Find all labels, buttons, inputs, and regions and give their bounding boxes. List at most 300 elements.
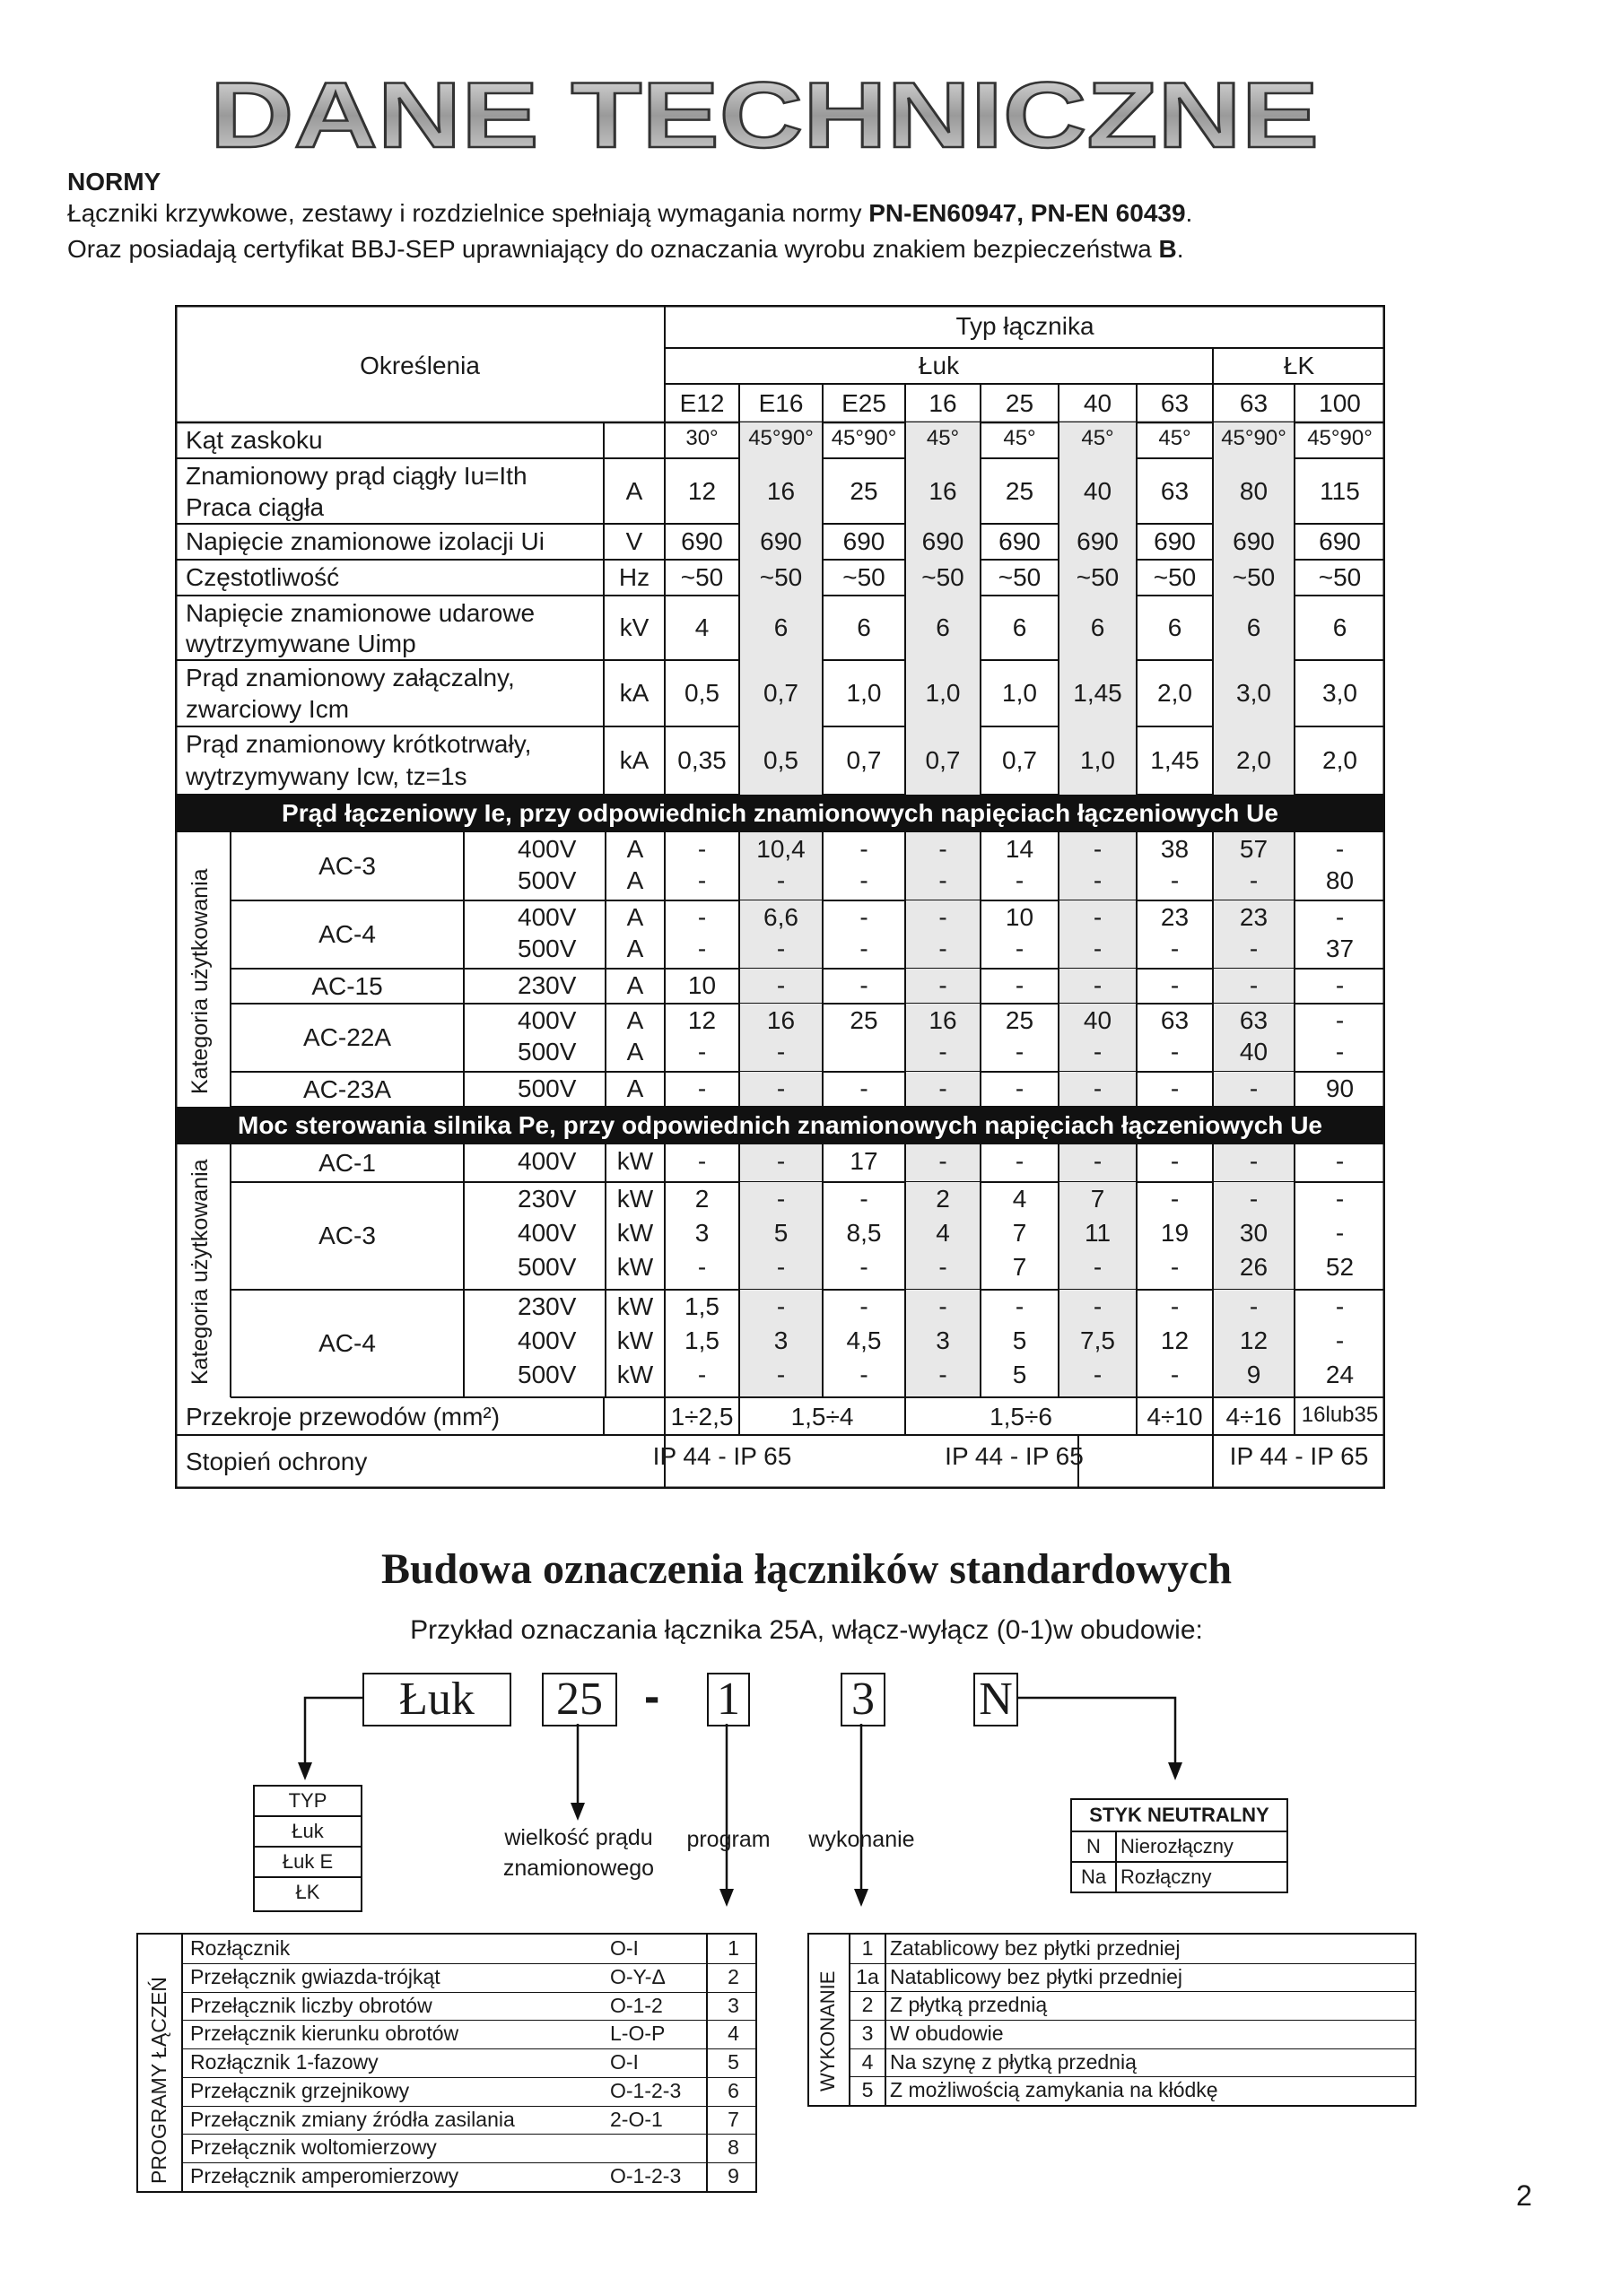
table-cell: - [1335, 835, 1345, 863]
band-prad-text: Prąd łączeniowy Ie, przy odpowiednich znamionowych napięciach łączeniowych Ue [282, 799, 1278, 827]
header-col: 16 [929, 389, 957, 417]
table-cell: - [1249, 935, 1259, 962]
header-col: E16 [758, 389, 804, 417]
przekroje-v1: 1÷2,5 [670, 1403, 734, 1431]
table-cell: 63 [1239, 1006, 1269, 1034]
table-cell: 690 [760, 527, 802, 555]
table-cell: 4 [1012, 1185, 1027, 1213]
row-label: Prąd znamionowy krótkotrwały, [186, 730, 532, 758]
table-cell: 63 [1160, 476, 1190, 505]
wykonanie-side-label: WYKONANIE [816, 1970, 839, 2092]
table-cell: - [859, 935, 868, 962]
header-col: 100 [1319, 389, 1361, 417]
table-cell: 690 [1077, 527, 1119, 555]
table-cell: - [776, 1074, 786, 1102]
table-cell: 3,0 [1322, 679, 1357, 707]
table-cell: - [938, 1038, 947, 1065]
line-unit: kW [616, 1292, 654, 1320]
table-cell: 6 [857, 613, 871, 641]
table-cell: 115 [1320, 476, 1360, 505]
table-cell: - [859, 1361, 868, 1388]
band-moc-text: Moc sterowania silnika Pe, przy odpowiednich znamionowych napięciach łączeniowych Ue [238, 1111, 1322, 1139]
table-cell: 2 [694, 1185, 710, 1213]
table-cell: - [1015, 1038, 1024, 1065]
table-cell: - [1093, 1361, 1103, 1388]
line-unit: A [626, 935, 644, 962]
row-unit: kA [619, 679, 650, 707]
row-unit: kV [619, 613, 650, 641]
table-cell: 40 [1239, 1038, 1269, 1065]
table-cell: 26 [1239, 1253, 1269, 1281]
table-cell: - [1335, 1219, 1345, 1247]
wykonanie-row [850, 2020, 1417, 2049]
table-cell: - [776, 866, 786, 894]
table-cell: 5 [773, 1219, 789, 1247]
table-cell: - [1093, 1292, 1103, 1320]
table-cell: 10 [1005, 903, 1034, 931]
table-cell: 1,5 [684, 1326, 719, 1354]
table-cell: - [859, 866, 868, 894]
line-voltage: 400V [518, 1219, 577, 1247]
table-cell: - [938, 835, 947, 863]
row-label: Prąd znamionowy załączalny, [186, 664, 515, 691]
table-cell: - [1249, 1147, 1259, 1175]
table-cell: 690 [842, 527, 885, 555]
wykonanie-value: Z płytką przednią [890, 1993, 1048, 2017]
table-cell: 14 [1005, 835, 1034, 863]
przekroje-v6: 16lub35 [1301, 1403, 1379, 1427]
table-cell: 23 [1239, 903, 1269, 931]
program-name: Przełącznik gwiazda-trójkąt [190, 1964, 440, 1988]
program-number: 3 [706, 1992, 759, 2021]
wykonanie-value: Na szynę z płytką przednią [890, 2049, 1137, 2074]
table-cell: 4,5 [846, 1326, 882, 1354]
table-cell: - [776, 1147, 786, 1175]
table-cell: 3 [936, 1326, 950, 1354]
header-okreslenia: Określenia [360, 352, 480, 379]
table-cell: - [938, 1074, 947, 1102]
table-cell: 57 [1239, 835, 1269, 863]
table-cell: - [1335, 1326, 1345, 1354]
line-unit: kW [616, 1147, 654, 1175]
programy-side-label: PROGRAMY ŁĄCZEŃ [147, 1977, 170, 2184]
wykonanie-key: 3 [850, 2020, 886, 2048]
table-cell: ~50 [1153, 563, 1197, 591]
table-cell: 25 [850, 476, 878, 505]
table-cell: 7 [1090, 1185, 1105, 1213]
line-voltage: 500V [518, 1253, 577, 1281]
table-cell: - [1335, 1185, 1345, 1213]
line-voltage: 500V [518, 935, 577, 962]
table-cell: - [776, 971, 786, 999]
styk-head: STYK NEUTRALNY [1072, 1800, 1286, 1832]
table-cell: - [1093, 866, 1103, 894]
line-voltage: 500V [518, 1361, 577, 1388]
category-name: AC-1 [318, 1149, 376, 1177]
program-number: 4 [706, 2020, 759, 2048]
program-name: Przełącznik kierunku obrotów [190, 2022, 459, 2046]
table-cell: - [1015, 1147, 1024, 1175]
page-number: 2 [1516, 2179, 1532, 2212]
program-number: 9 [706, 2162, 759, 2191]
typ-item: Łuk [255, 1817, 361, 1848]
row-label: Napięcie znamionowe udarowe [186, 599, 536, 627]
table-cell: - [938, 866, 947, 894]
row-label-2: wytrzymywane Uimp [186, 630, 416, 657]
table-cell: 23 [1160, 903, 1190, 931]
table-cell: - [1170, 1361, 1180, 1388]
table-cell: - [1335, 1292, 1345, 1320]
table-cell: - [1093, 903, 1103, 931]
table-cell: 1,5 [684, 1292, 719, 1320]
table-cell: 45°90° [1307, 426, 1373, 450]
table-cell: 3,0 [1236, 679, 1271, 707]
program-row [183, 2162, 757, 2191]
table-cell: - [1170, 1147, 1180, 1175]
table-cell: - [1170, 1074, 1180, 1102]
table-cell: - [776, 1185, 786, 1213]
table-cell: - [1015, 1292, 1024, 1320]
program-code: L-O-P [610, 2022, 666, 2046]
wykonanie-row [850, 2076, 1417, 2105]
table-cell: 7,5 [1080, 1326, 1115, 1354]
table-cell: 45° [1081, 426, 1114, 450]
program-name: Przełącznik grzejnikowy [190, 2078, 410, 2102]
table-cell: - [1015, 935, 1024, 962]
table-cell: - [776, 935, 786, 962]
table-cell: - [697, 1038, 707, 1065]
table-cell: 0,7 [846, 746, 882, 774]
row-unit: V [625, 527, 643, 555]
header-col: E25 [841, 389, 886, 417]
table-cell: - [1093, 1074, 1103, 1102]
code-box-wykonanie: 3 [841, 1673, 885, 1726]
row-unit: A [625, 476, 643, 505]
table-cell: - [938, 935, 947, 962]
table-cell: 16 [766, 476, 796, 505]
przekroje-v2: 1,5÷4 [790, 1403, 854, 1431]
line-unit: A [626, 866, 644, 894]
line-unit: kW [616, 1253, 654, 1281]
typ-head: TYP [255, 1787, 361, 1817]
table-cell: - [1249, 866, 1259, 894]
budowa-example: Przykład oznaczania łącznika 25A, włącz-wyłącz (0-1)w obudowie: [410, 1615, 1203, 1645]
table-cell: 5 [1012, 1326, 1027, 1354]
line-voltage: 230V [518, 971, 577, 999]
normy-line-2: Oraz posiadają certyfikat BBJ-SEP uprawniający do oznaczania wyrobu znakiem bezpieczeństwa B. [67, 235, 1184, 263]
table-cell: 0,7 [763, 679, 798, 707]
table-cell: - [1093, 1253, 1103, 1281]
table-cell: - [938, 1292, 947, 1320]
code-box-neutral: N [973, 1673, 1018, 1726]
category-name: AC-15 [311, 971, 383, 1000]
table-cell: 17 [850, 1147, 878, 1175]
line-voltage: 500V [518, 866, 577, 894]
table-cell: 25 [850, 1006, 878, 1034]
table-cell: - [859, 971, 868, 999]
table-cell: - [1335, 1147, 1345, 1175]
table-cell: 3 [694, 1219, 710, 1247]
program-label: program [686, 1827, 771, 1852]
table-cell: 6,6 [763, 903, 798, 931]
header-luk: Łuk [918, 352, 960, 379]
table-cell: 12 [1239, 1326, 1269, 1354]
table-cell: - [1335, 1006, 1345, 1034]
table-cell: 8,5 [846, 1219, 882, 1247]
table-cell: - [1249, 1185, 1259, 1213]
program-code: O-I [610, 2050, 639, 2074]
table-cell: 690 [681, 527, 723, 555]
table-cell: - [938, 1147, 947, 1175]
table-cell: - [859, 1185, 868, 1213]
table-cell: 12 [687, 1006, 717, 1034]
header-col: 63 [1239, 389, 1269, 417]
line-voltage: 400V [518, 1147, 577, 1175]
code-box-type: Łuk [362, 1673, 511, 1726]
wykonanie-value: W obudowie [890, 2022, 1004, 2045]
table-cell: 19 [1160, 1219, 1190, 1247]
code-dash: - [644, 1671, 660, 1723]
table-cell: 6 [1246, 613, 1261, 641]
table-cell: 6 [1167, 613, 1182, 641]
wykonanie-key: 2 [850, 1991, 886, 2020]
program-row [183, 1935, 757, 1964]
program-number: 6 [706, 2077, 759, 2106]
program-number: 1 [706, 1935, 759, 1963]
row-label: Napięcie znamionowe izolacji Ui [186, 527, 545, 555]
table-cell: 80 [1239, 476, 1269, 505]
table-cell: 40 [1083, 476, 1112, 505]
program-name: Przełącznik liczby obrotów [190, 1993, 432, 2017]
table-cell: - [1093, 1038, 1103, 1065]
table-cell: 0,7 [1002, 746, 1037, 774]
program-name: Przełącznik amperomierzowy [190, 2164, 459, 2188]
row-label-2: zwarciowy Icm [186, 695, 350, 723]
kategoria-label-1: Kategoria użytkowania [187, 868, 213, 1094]
przekroje-v3: 1,5÷6 [990, 1403, 1052, 1431]
table-cell: - [697, 1074, 707, 1102]
wykonanie-row [850, 1991, 1417, 2021]
table-cell: 690 [921, 527, 964, 555]
category-name: AC-3 [318, 852, 376, 880]
line-voltage: 400V [518, 835, 577, 863]
table-cell: - [1249, 1074, 1259, 1102]
table-cell: 690 [1319, 527, 1361, 555]
line-unit: A [626, 1038, 644, 1065]
table-cell: 1,0 [1080, 746, 1115, 774]
wykonanie-row [850, 1935, 1417, 1964]
program-number: 5 [706, 2048, 759, 2077]
stopien-v1: IP 44 - IP 65 [652, 1442, 792, 1470]
table-cell: ~50 [680, 563, 724, 591]
table-cell: 37 [1325, 935, 1355, 962]
table-cell: 690 [998, 527, 1041, 555]
table-cell: 12 [1160, 1326, 1190, 1354]
table-cell: - [1093, 835, 1103, 863]
program-name: Rozłącznik [190, 1936, 291, 1960]
row-label-2: wytrzymywany Icw, tz=1s [186, 762, 467, 790]
line-unit: kW [616, 1185, 654, 1213]
table-cell: - [1249, 1292, 1259, 1320]
wykonanie-value: Natablicowy bez płytki przedniej [890, 1964, 1182, 1988]
category-name: AC-22A [302, 1023, 392, 1051]
table-cell: - [1015, 866, 1024, 894]
line-voltage: 400V [518, 1326, 577, 1354]
table-cell: 2,0 [1322, 746, 1357, 774]
table-cell: 52 [1325, 1253, 1355, 1281]
table-cell: 6 [773, 613, 789, 641]
program-name: Rozłącznik 1-fazowy [190, 2050, 379, 2074]
table-cell: - [697, 1361, 707, 1388]
program-row [183, 2077, 757, 2107]
category-name: AC-4 [318, 1329, 376, 1357]
table-cell: 16 [766, 1006, 796, 1034]
table-cell: 9 [1246, 1361, 1261, 1388]
line-unit: kW [616, 1219, 654, 1247]
line-voltage: 400V [518, 1006, 577, 1034]
program-number: 2 [706, 1963, 759, 1992]
table-cell: 6 [1332, 613, 1347, 641]
table-cell: - [776, 1361, 786, 1388]
program-code: 2-O-1 [610, 2107, 663, 2131]
table-cell: - [859, 1292, 868, 1320]
table-cell: - [1335, 903, 1345, 931]
table-cell: ~50 [1232, 563, 1276, 591]
kategoria-label-2: Kategoria użytkowania [187, 1159, 213, 1385]
table-cell: 30 [1239, 1219, 1269, 1247]
program-row [183, 2020, 757, 2049]
przekroje-v4: 4÷10 [1147, 1403, 1203, 1431]
table-cell: - [697, 935, 707, 962]
category-name: AC-4 [318, 920, 376, 948]
category-name: AC-3 [318, 1222, 376, 1249]
table-cell: 45° [1158, 426, 1191, 450]
table-cell: 6 [1090, 613, 1105, 641]
table-cell: 690 [1233, 527, 1275, 555]
table-cell: 1,45 [1150, 746, 1199, 774]
line-voltage: 400V [518, 903, 577, 931]
wykonanie-row [850, 1963, 1417, 1993]
table-cell: 6 [1012, 613, 1027, 641]
typ-item: ŁK [295, 1881, 320, 1903]
table-cell: - [1170, 866, 1180, 894]
table-cell: 30° [685, 426, 719, 450]
header-col: 40 [1083, 389, 1112, 417]
line-unit: A [626, 903, 644, 931]
table-cell: 10,4 [756, 835, 806, 863]
table-cell: 63 [1160, 1006, 1190, 1034]
table-cell: 90 [1325, 1074, 1355, 1102]
code-box-current: 25 [542, 1673, 617, 1726]
table-cell: - [776, 1038, 786, 1065]
table-cell: - [776, 1253, 786, 1281]
table-cell: ~50 [759, 563, 803, 591]
row-unit: kA [619, 746, 650, 774]
header-col: 25 [1005, 389, 1034, 417]
table-cell: - [1093, 971, 1103, 999]
budowa-title: Budowa oznaczenia łączników standardowych [380, 1545, 1233, 1593]
table-cell: - [938, 1253, 947, 1281]
table-cell: 24 [1325, 1361, 1355, 1388]
normy-line-1: Łączniki krzywkowe, zestawy i rozdzielnice spełniają wymagania normy PN-EN60947, PN-EN 60439. [67, 199, 1193, 227]
table-cell: 0,5 [684, 679, 719, 707]
table-cell: - [697, 835, 707, 863]
table-cell: - [1170, 1292, 1180, 1320]
header-typ: Typ łącznika [955, 312, 1094, 340]
table-cell: 1,0 [846, 679, 882, 707]
table-cell: 7 [1012, 1219, 1027, 1247]
wykonanie-key: 4 [850, 2048, 886, 2077]
table-cell: - [859, 1253, 868, 1281]
table-cell: - [859, 835, 868, 863]
table-cell: 6 [936, 613, 950, 641]
table-cell: 2 [936, 1185, 950, 1213]
line-voltage: 230V [518, 1292, 577, 1320]
stopien-label: Stopień ochrony [186, 1448, 368, 1475]
table-cell: 11 [1084, 1219, 1112, 1247]
table-cell: ~50 [998, 563, 1042, 591]
table-cell: 16 [929, 1006, 957, 1034]
przekroje-v5: 4÷16 [1225, 1403, 1282, 1431]
styk-row: Na Rozłączny [1072, 1863, 1286, 1892]
program-code: O-1-2 [610, 1993, 663, 2017]
table-cell: - [1170, 935, 1180, 962]
table-cell: - [1335, 971, 1345, 999]
row-unit: Hz [618, 563, 650, 591]
stopien-v3: IP 44 - IP 65 [1229, 1442, 1369, 1470]
program-row [183, 1963, 757, 1993]
table-cell: 45° [1003, 426, 1036, 450]
table-cell: 25 [1005, 1006, 1034, 1034]
wykonanie-key: 1a [850, 1963, 886, 1992]
table-cell: - [1015, 1074, 1024, 1102]
program-name: Przełącznik woltomierzowy [190, 2135, 437, 2160]
table-cell: 45°90° [831, 426, 897, 450]
line-unit: kW [616, 1361, 654, 1388]
program-number: 8 [706, 2134, 759, 2162]
program-row [183, 2048, 757, 2078]
code-box-program: 1 [707, 1673, 750, 1726]
program-code: O-Y-Δ [610, 1964, 666, 1988]
table-cell: 690 [1154, 527, 1196, 555]
program-row [183, 1992, 757, 2022]
line-voltage: 500V [518, 1074, 577, 1102]
normy-heading: NORMY [67, 168, 161, 196]
program-number: 7 [706, 2106, 759, 2135]
row-label: Kąt zaskoku [186, 426, 323, 454]
table-cell: - [1170, 1253, 1180, 1281]
program-row [183, 2106, 757, 2135]
line-unit: A [626, 835, 644, 863]
table-cell: ~50 [842, 563, 885, 591]
line-unit: A [626, 971, 644, 999]
programy-table [136, 1933, 757, 2193]
table-cell: - [1170, 1038, 1180, 1065]
table-cell: 1,0 [925, 679, 961, 707]
typ-item: Łuk E [255, 1848, 361, 1878]
table-cell: 1,0 [1002, 679, 1037, 707]
table-cell: - [697, 1253, 707, 1281]
program-code: O-1-2-3 [610, 2078, 682, 2102]
table-cell: - [697, 866, 707, 894]
wykonanie-label: wykonanie [808, 1827, 915, 1852]
line-unit: A [626, 1074, 644, 1102]
table-cell: 10 [687, 971, 717, 999]
table-cell: 0,5 [763, 746, 798, 774]
table-cell: - [1335, 1038, 1345, 1065]
table-cell: - [776, 1292, 786, 1320]
table-cell: - [697, 1147, 707, 1175]
